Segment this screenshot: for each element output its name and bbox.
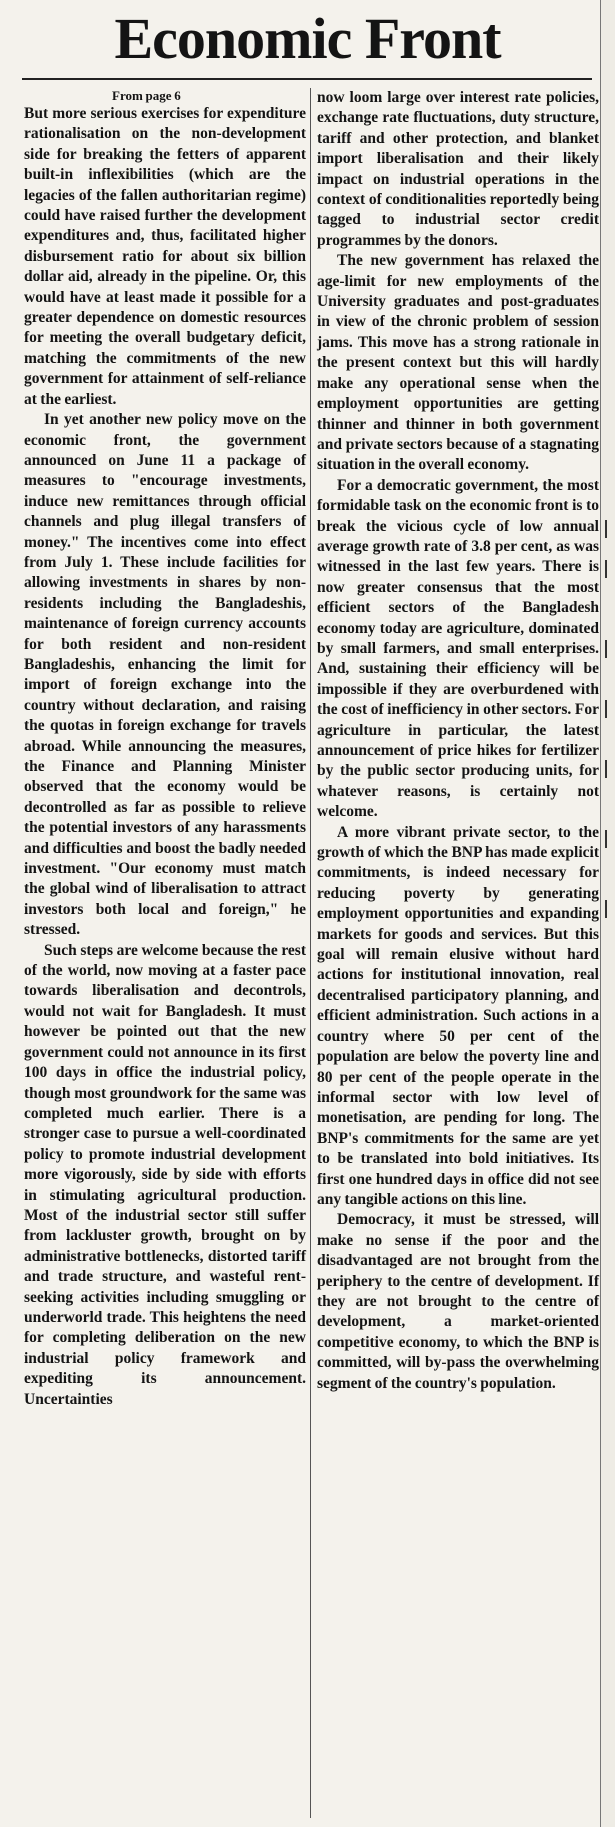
headline-rule: [22, 78, 592, 80]
article-column-right: [317, 88, 599, 1394]
right-paragraph-3: For a democratic government, the most formidable task on the economic front is to break the vicious cycle of low annual average growth rate of 3.8 per cent, as was witnessed in the last few years. There is now greater consensus that the most efficient sectors of the Bangladesh economy today are agriculture, dominated by small farmers, and small enterprises. And, sustaining their efficiency will be impossible if they are overburdened with the cost of inefficiency in other sectors. For agriculture in particular, the latest announcement of price hikes for fertilizer by the public sector producing units, for whatever reasons, is certainly not welcome.: [317, 476, 599, 821]
right-paragraph-5: Democracy, it must be stressed, will make no sense if the poor and the disadvantaged are not brought from the periphery to the centre of development. If they are not brought to the centre of development, a market-oriented competitive economy, to which the BNP is committed, will by-pass the overwhelming segment of the country's population.: [317, 1211, 599, 1392]
left-paragraph-3: Such steps are welcome because the rest of the world, now moving at a faster pace towards liberalisation and decontrols, would not wait for Bangladesh. It must however be pointed out that the new government could not announce in its first 100 days in office the industrial policy, though most groundwork for the same was completed much earlier. There is a stronger case to pursue a well-coordinated policy to promote industrial development more vigorously, side by side with efforts in stimulating agricultural production. Most of the industrial sector still suffer from lackluster growth, brought on by administrative bottlenecks, distorted tariff and trade structure, and wasteful rent-seeking activities including smuggling or underworld trade. This heightens the need for completing deliberation on the new industrial policy framework and expediting its announcement. Uncertainties: [24, 941, 306, 1408]
right-paragraph-4: A more vibrant private sector, to the growth of which the BNP has made explicit commitments, is indeed necessary for reducing poverty by generating employment opportunities and expanding markets for goods and services. But this goal will remain elusive without hard actions for institutional innovation, real decentralised participatory planning, and efficient administration. Such actions in a country where 50 per cent of the population are below the poverty line and 80 per cent of the people operate in the informal sector with low level of monetisation, are pending for long. The BNP's commitments for the same are yet to be translated into bold initiatives. Its first one hundred days in office did not see any tangible actions on this line.: [317, 823, 599, 1208]
right-paragraph-1: now loom large over interest rate policies, exchange rate fluctuations, duty structure, tariff and other protection, and blanket import liberalisation and their likely impact on industrial operations in the context of conditionalities reportedly being tagged to industrial sector credit programmes by the donors.: [317, 89, 599, 249]
left-paragraph-1: But more serious exercises for expenditure rationalisation on the non-development side for breaking the fetters of apparent built-in inflexibilities (which are the legacies of the fallen authoritarian regime) could have raised further the development expenditures and, thus, facilitated higher disbursement ratio for about six billion dollar aid, already in the pipeline. Or, this would have at least made it possible for a greater dependence on domestic resources for meeting the overall budgetary deficit, matching the commitments of the new government for attainment of self-reliance at the earliest.: [24, 105, 306, 408]
right-paragraph-2: The new government has relaxed the age-limit for new employments of the University graduates and post-graduates in view of the chronic problem of session jams. This move has a strong rationale in the present context but this will hardly make any operational sense when the employment opportunities are getting thinner and thinner in both government and private sectors because of a stagnating situation in the overall economy.: [317, 252, 599, 474]
continuation-line: From page 6: [112, 88, 181, 103]
page-headline: Economic Front: [114, 6, 501, 71]
adjacent-column-edge: [600, 0, 615, 1827]
article-column-left: [24, 88, 306, 1410]
left-paragraph-2: In yet another new policy move on the economic front, the government announced on June 11 a package of measures to "encourage investments, induce new remittances through official channels and plug illegal transfers of money." The incentives come into effect from July 1. These include facilities for allowing investments in shares by non-residents including the Bangladeshis, maintenance of foreign currency accounts for both resident and non-resident Bangladeshis, enhancing the limit for import of foreign exchange into the country without declaration, and raising the quotas in foreign exchange for travels abroad. While announcing the measures, the Finance and Planning Minister observed that the economy would be decontrolled as far as possible to relieve the potential investors of any harassments and difficulties and boost the badly needed investment. "Our economy must match the global wind of liberalisation to attract investors both local and foreign," he stressed.: [24, 411, 306, 939]
column-divider: [310, 88, 311, 1818]
